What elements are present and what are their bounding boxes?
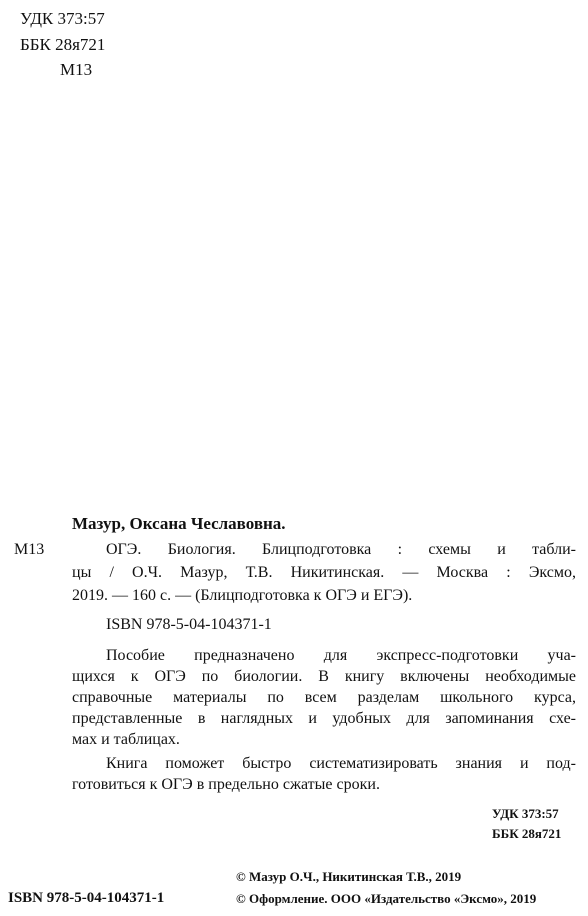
bbk-code-bottom: ББК 28я721: [492, 826, 562, 841]
isbn-footer: ISBN 978-5-04-104371-1: [8, 890, 165, 906]
author-mark-card: М13: [14, 541, 45, 558]
isbn-card: ISBN 978-5-04-104371-1: [106, 616, 272, 633]
copyright-design: © Оформление. ООО «Издательство «Эксмо», 2019: [236, 891, 537, 906]
author-name: Мазур, Оксана Чеславовна.: [72, 514, 286, 533]
description-line-3: 2019. — 160 с. — (Блицподготовка к ОГЭ и ЕГЭ).: [72, 587, 413, 604]
annotation-2-line-2: готовиться к ОГЭ в предельно сжатые сроки.: [72, 776, 380, 793]
annotation-2-line-1: Книга поможет быстро систематизировать знания и под-: [106, 755, 576, 772]
description-line-2: цы / О.Ч. Мазур, Т.В. Никитинская. — Москва : Эксмо,: [72, 564, 576, 581]
copyright-authors: © Мазур О.Ч., Никитинская Т.В., 2019: [236, 869, 462, 884]
udk-code-top: УДК 373:57: [20, 9, 105, 28]
description-line-1: ОГЭ. Биология. Блицподготовка : схемы и табли-: [106, 541, 576, 558]
annotation-line-1: Пособие предназначено для экспресс-подготовки уча-: [106, 647, 576, 664]
bbk-code-top: ББК 28я721: [20, 35, 106, 54]
udk-code-bottom: УДК 373:57: [492, 806, 559, 821]
annotation-line-5: мах и таблицах.: [72, 731, 180, 748]
author-mark-top: М13: [60, 60, 93, 79]
annotation-line-3: справочные материалы по всем разделам школьного курса,: [72, 689, 576, 706]
annotation-line-4: представленные в наглядных и удобных для запоминания схе-: [72, 710, 576, 727]
annotation-line-2: щихся к ОГЭ по биологии. В книгу включены необходимые: [72, 668, 576, 685]
